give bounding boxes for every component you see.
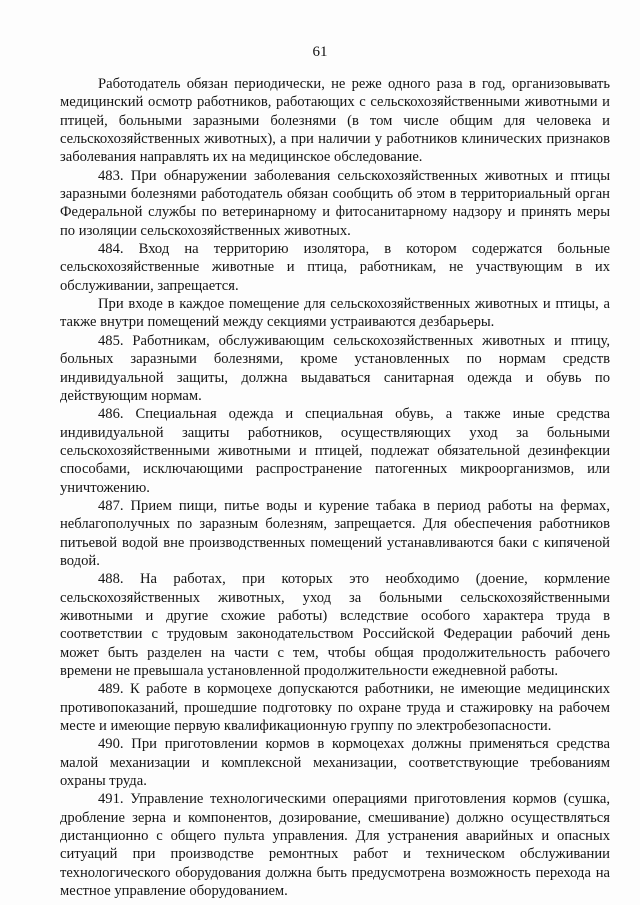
paragraph-485: 485. Работникам, обслуживающим сельскохозяйственных животных и птицу, больных заразными болезнями, кроме установленных по нормам средств индивидуальной защиты, должна выдаваться санитарная одежда и обувь по действующим нормам.: [60, 332, 610, 404]
paragraph-489: 489. К работе в кормоцехе допускаются работники, не имеющие медицинских противопоказаний, прошедшие подготовку по охране труда и стажировку на рабочем месте и имеющие первую квалификационную группу по электробезопасности.: [60, 681, 610, 735]
paragraph-intro: Работодатель обязан периодически, не реже одного раза в год, организовывать медицинский осмотр работников, работающих с сельскохозяйственными животными и птицей, больными заразными болезнями (в том числе общим для человека и сельскохозяйственных животных), а при наличии у работников клинических признаков заболевания направлять их на медицинское обследование.: [60, 76, 610, 166]
paragraph-490: 490. При приготовлении кормов в кормоцехах должны применяться средства малой механизации и комплексной механизации, соответствующие требованиям охраны труда.: [60, 736, 610, 790]
paragraph-487: 487. Прием пищи, питье воды и курение табака в период работы на фермах, неблагополучных по заразным болезням, запрещается. Для обеспечения работников питьевой водой вне производственных помещений устанавливаются баки с кипяченой водой.: [60, 497, 610, 569]
page-number: 61: [312, 44, 328, 60]
paragraph-486: 486. Специальная одежда и специальная обувь, а также иные средства индивидуальной защиты работников, осуществляющих уход за больными сельскохозяйственными животными и птицей, подлежат обязательной дезинфекции способами, исключающими распространение патогенных микроорганизмов, или уничтожению.: [60, 406, 610, 496]
paragraph-491: 491. Управление технологическими операциями приготовления кормов (сушка, дробление зерна и компонентов, дозирование, смешивание) должно осуществляться дистанционно с общего пульта управления. Для устранения аварийных и опасных ситуаций при производстве ремонтных работ и техническом обслуживании технологического оборудования должна быть предусмотрена возможность перехода на местное управление оборудованием.: [60, 791, 610, 900]
document-body: [60, 75, 610, 900]
paragraph-483: 483. При обнаружении заболевания сельскохозяйственных животных и птицы заразными болезнями работодатель обязан сообщить об этом в территориальный орган Федеральной службы по ветеринарному и фитосанитарному надзору и принять меры по изоляции сельскохозяйственных животных.: [60, 167, 610, 239]
paragraph-488: 488. На работах, при которых это необходимо (доение, кормление сельскохозяйственных животных, уход за больными сельскохозяйственными животными и другие схожие работы) вследствие особого характера труда в соответствии с трудовым законодательством Российской Федерации рабочий день может быть разделен на части с тем, чтобы общая продолжительность рабочего времени не превышала установленной продолжительности ежедневной работы.: [60, 571, 610, 679]
paragraph-484-disinfection-barriers: При входе в каждое помещение для сельскохозяйственных животных и птицы, а также внутри помещений между секциями устраиваются дезбарьеры.: [60, 296, 610, 331]
paragraph-484: 484. Вход на территорию изолятора, в котором содержатся больные сельскохозяйственные животные и птица, работникам, не участвующим в их обслуживании, запрещается.: [60, 241, 610, 294]
